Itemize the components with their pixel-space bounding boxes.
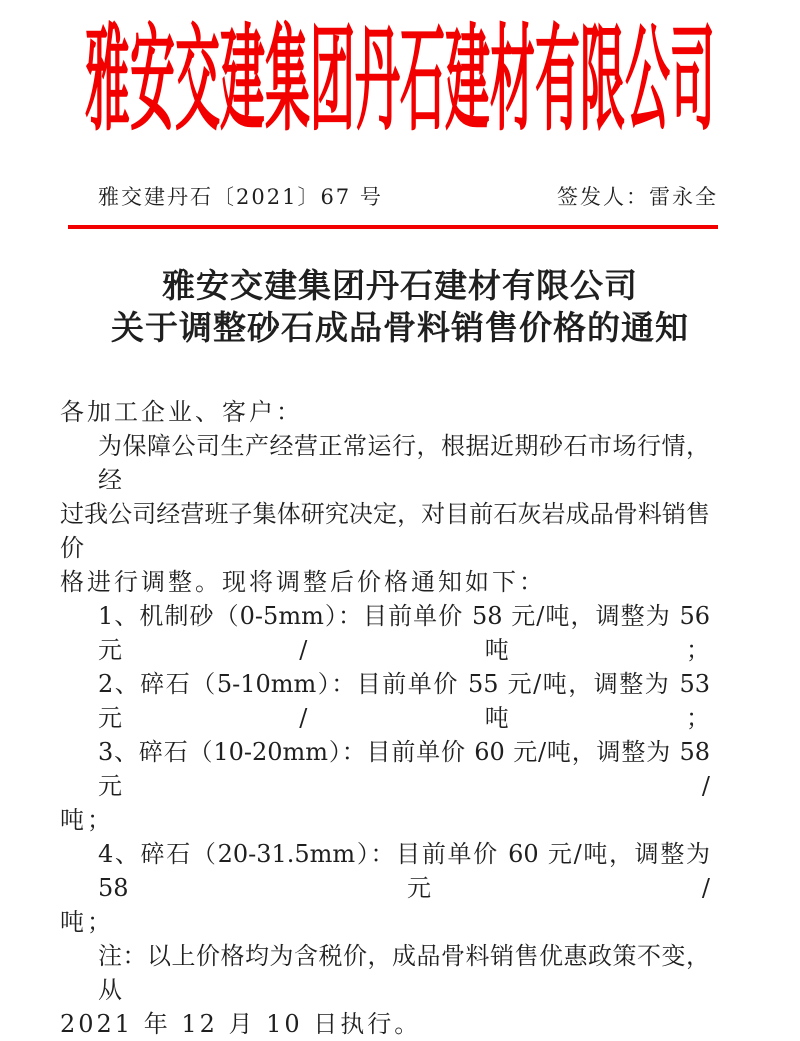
red-divider — [68, 225, 718, 229]
document-line: 2、碎石（5-10mm）：目前单价 55 元/吨，调整为 53 元/吨； — [98, 670, 710, 732]
issuer-name: 签发人：雷永全 — [557, 185, 718, 209]
document-line: 注：以上价格均为含税价，成品骨料销售优惠政策不变，从 — [98, 942, 710, 1004]
document-title-line-1: 雅安交建集团丹石建材有限公司 — [162, 266, 638, 305]
document-title-line-2: 关于调整砂石成品骨料销售价格的通知 — [111, 308, 689, 347]
document-line: 4、碎石（20-31.5mm）：目前单价 60 元/吨，调整为 58 元/ — [98, 840, 710, 902]
document-body — [60, 395, 710, 1041]
document-line: 1、机制砂（0-5mm）：目前单价 58 元/吨，调整为 56 元/吨； — [98, 602, 710, 664]
document-line: 各加工企业、客户： — [60, 398, 303, 426]
doc-info-row — [98, 184, 718, 210]
document-line: 过我公司经营班子集体研究决定，对目前石灰岩成品骨料销售价 — [60, 500, 710, 562]
document-line: 2021 年 12 月 10 日执行。 — [60, 1010, 422, 1038]
document-line: 格进行调整。现将调整后价格通知如下： — [60, 568, 546, 596]
document-line: 吨； — [60, 806, 114, 834]
document-line: 为保障公司生产经营正常运行，根据近期砂石市场行情，经 — [98, 432, 710, 494]
document-title — [0, 265, 800, 349]
document-line: 3、碎石（10-20mm）：目前单价 60 元/吨，调整为 58 元/ — [98, 738, 710, 800]
document-line: 吨； — [60, 908, 114, 936]
company-masthead: 雅安交建集团丹石建材有限公司 — [84, 11, 715, 147]
document-header — [0, 11, 800, 147]
doc-number: 雅交建丹石〔2021〕67 号 — [98, 185, 383, 209]
